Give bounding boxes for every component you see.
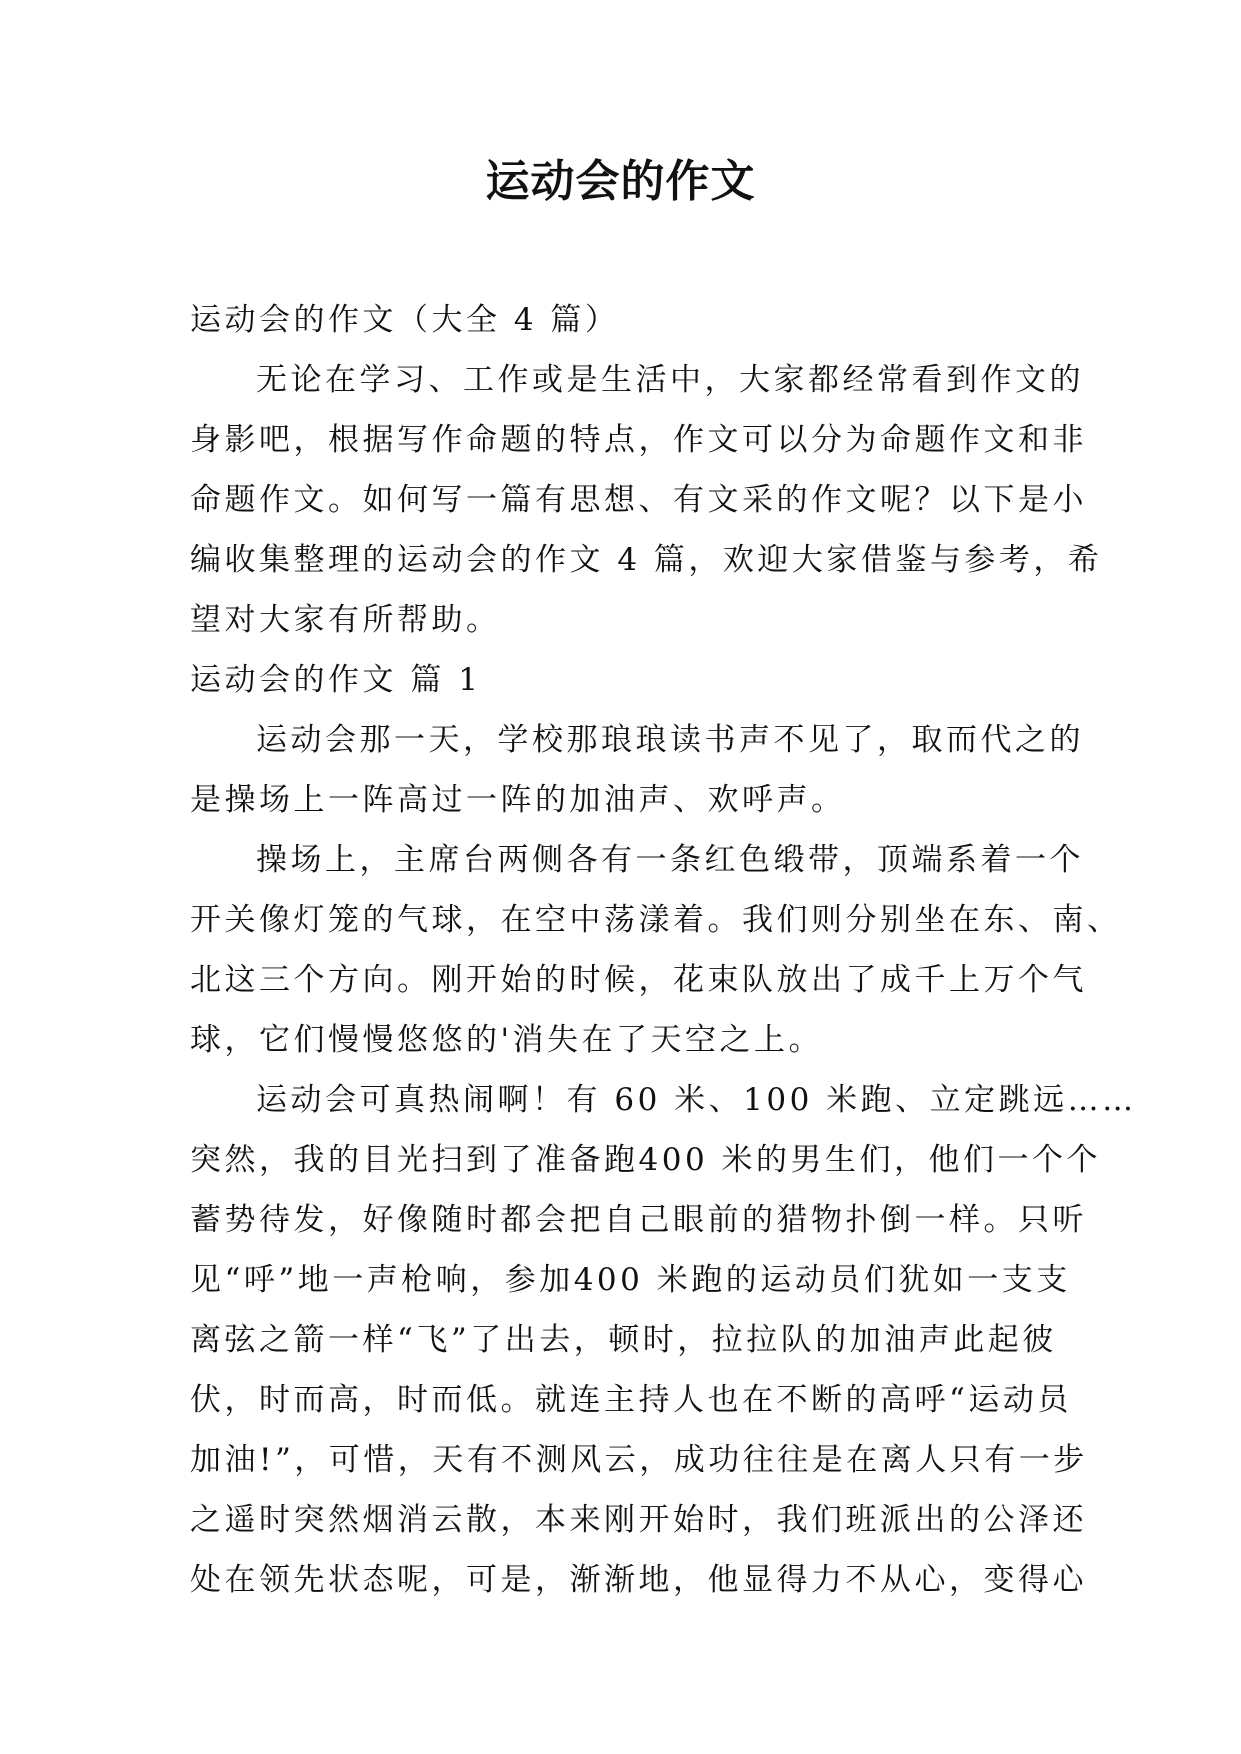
text-line: 操场上，主席台两侧各有一条红色缎带，顶端系着一个	[256, 842, 1084, 878]
text-line: 运动会那一天，学校那琅琅读书声不见了，取而代之的	[256, 722, 1084, 758]
document-body	[190, 290, 1137, 1610]
text-line: 伏，时而高，时而低。就连主持人也在不断的高呼“运动员	[190, 1382, 1072, 1418]
text-line: 运动会的作文（大全 4 篇）	[190, 302, 620, 338]
text-line: 无论在学习、工作或是生活中，大家都经常看到作文的	[256, 362, 1084, 398]
text-line: 是操场上一阵高过一阵的加油声、欢呼声。	[190, 782, 846, 818]
text-line: 编收集整理的运动会的作文 4 篇，欢迎大家借鉴与参考，希	[190, 542, 1103, 578]
text-line: 之遥时突然烟消云散，本来刚开始时，我们班派出的公泽还	[190, 1502, 1087, 1538]
text-line: 球，它们慢慢悠悠的'消失在了天空之上。	[190, 1022, 824, 1058]
text-line: 蓄势待发，好像随时都会把自己眼前的猎物扑倒一样。只听	[190, 1202, 1087, 1238]
text-line: 身影吧，根据写作命题的特点，作文可以分为命题作文和非	[190, 422, 1087, 458]
document-title: 运动会的作文	[485, 156, 756, 207]
text-line: 开关像灯笼的气球，在空中荡漾着。我们则分别坐在东、南、	[190, 902, 1122, 938]
text-line: 处在领先状态呢，可是，渐渐地，他显得力不从心，变得心	[190, 1562, 1087, 1598]
text-line: 运动会的作文 篇 1	[190, 662, 482, 698]
text-line: 突然，我的目光扫到了准备跑400 米的男生们，他们一个个	[190, 1142, 1102, 1178]
text-line: 离弦之箭一样“飞”了出去，顿时，拉拉队的加油声此起彼	[190, 1322, 1057, 1358]
text-line: 见“呼”地一声枪响，参加400 米跑的运动员们犹如一支支	[190, 1262, 1071, 1298]
text-line: 加油!”，可惜，天有不测风云，成功往往是在离人只有一步	[190, 1442, 1088, 1478]
text-line: 望对大家有所帮助。	[190, 602, 501, 638]
text-line: 运动会可真热闹啊！有 60 米、100 米跑、立定跳远……	[256, 1082, 1137, 1118]
text-line: 北这三个方向。刚开始的时候，花束队放出了成千上万个气	[190, 962, 1087, 998]
text-line: 命题作文。如何写一篇有思想、有文采的作文呢？以下是小	[190, 482, 1087, 518]
